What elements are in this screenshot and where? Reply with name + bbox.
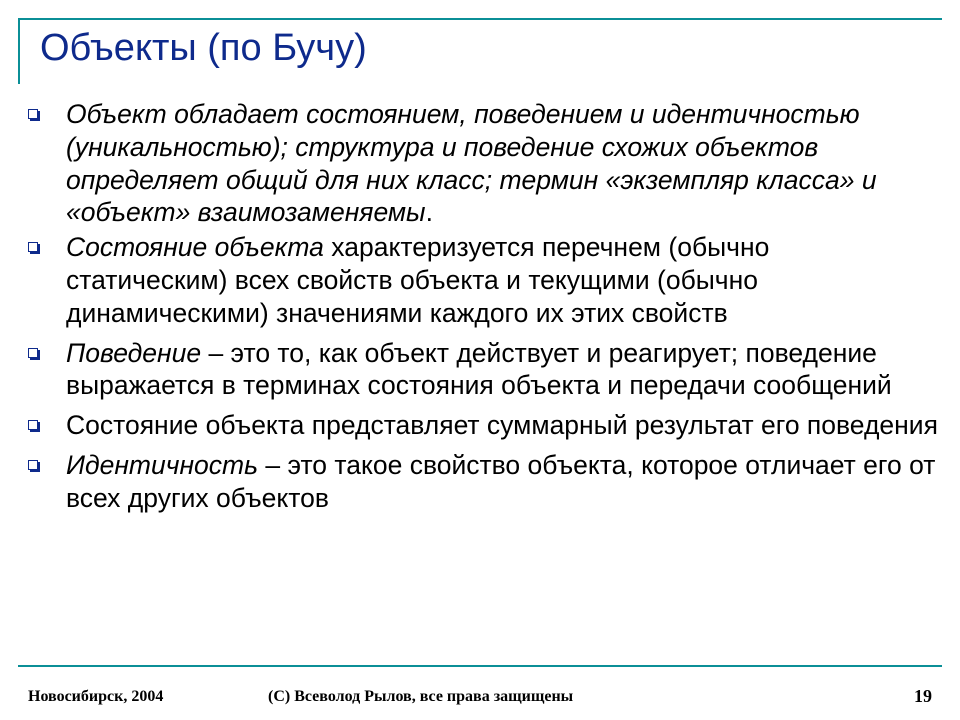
title-left-accent-line [18,18,20,84]
page-number: 19 [914,686,932,706]
bullet-text-regular: характеризуется перечнем (обычно статическим) всех свойств объекта и текущими (обычно динамическими) значениями каждого их этих свойств [66,232,770,328]
bullet-text [66,98,938,229]
bullet-text-italic: Состояние объекта [66,232,324,263]
bullet-text-regular: . [425,197,433,228]
bullet-text [66,449,938,515]
bullet-item [28,98,938,229]
hollow-square-bullet-icon [28,348,38,358]
bullet-item [28,449,938,515]
bullet-text [66,409,938,442]
bullet-text-italic: Идентичность [66,449,259,480]
bottom-divider-line [18,665,942,667]
bullet-text [66,231,938,329]
hollow-square-bullet-icon [28,242,38,252]
bullet-text-regular: Состояние объекта представляет суммарный результат его поведения [66,410,938,441]
top-divider-line [18,18,942,20]
bullet-list [28,98,938,515]
footer-copyright: (С) Всеволод Рылов, все права защищены [268,688,574,705]
bullet-text-italic: Объект обладает состоянием, поведением и идентичностью (уникальностью); структура и поведение схожих объектов определяет общий для них класс; термин «экземпляр класса» и «объект» взаимозаменяемы [66,99,877,228]
bullet-text-italic: Поведение [66,337,202,368]
hollow-square-bullet-icon [28,460,38,470]
bullet-text-regular: – это такое свойство объекта, которое отличает его от всех других объектов [66,449,936,513]
bullet-item [28,409,938,442]
footer-location-year: Новосибирск, 2004 [28,688,164,705]
bullet-item [28,231,938,329]
slide-title: Объекты (по Бучу) [40,27,367,69]
bullet-text-regular: – это то, как объект действует и реагирует; поведение выражается в терминах состояния объекта и передачи сообщений [66,337,892,401]
bullet-text [66,337,938,403]
hollow-square-bullet-icon [28,420,38,430]
hollow-square-bullet-icon [28,109,38,119]
bullet-item [28,337,938,403]
